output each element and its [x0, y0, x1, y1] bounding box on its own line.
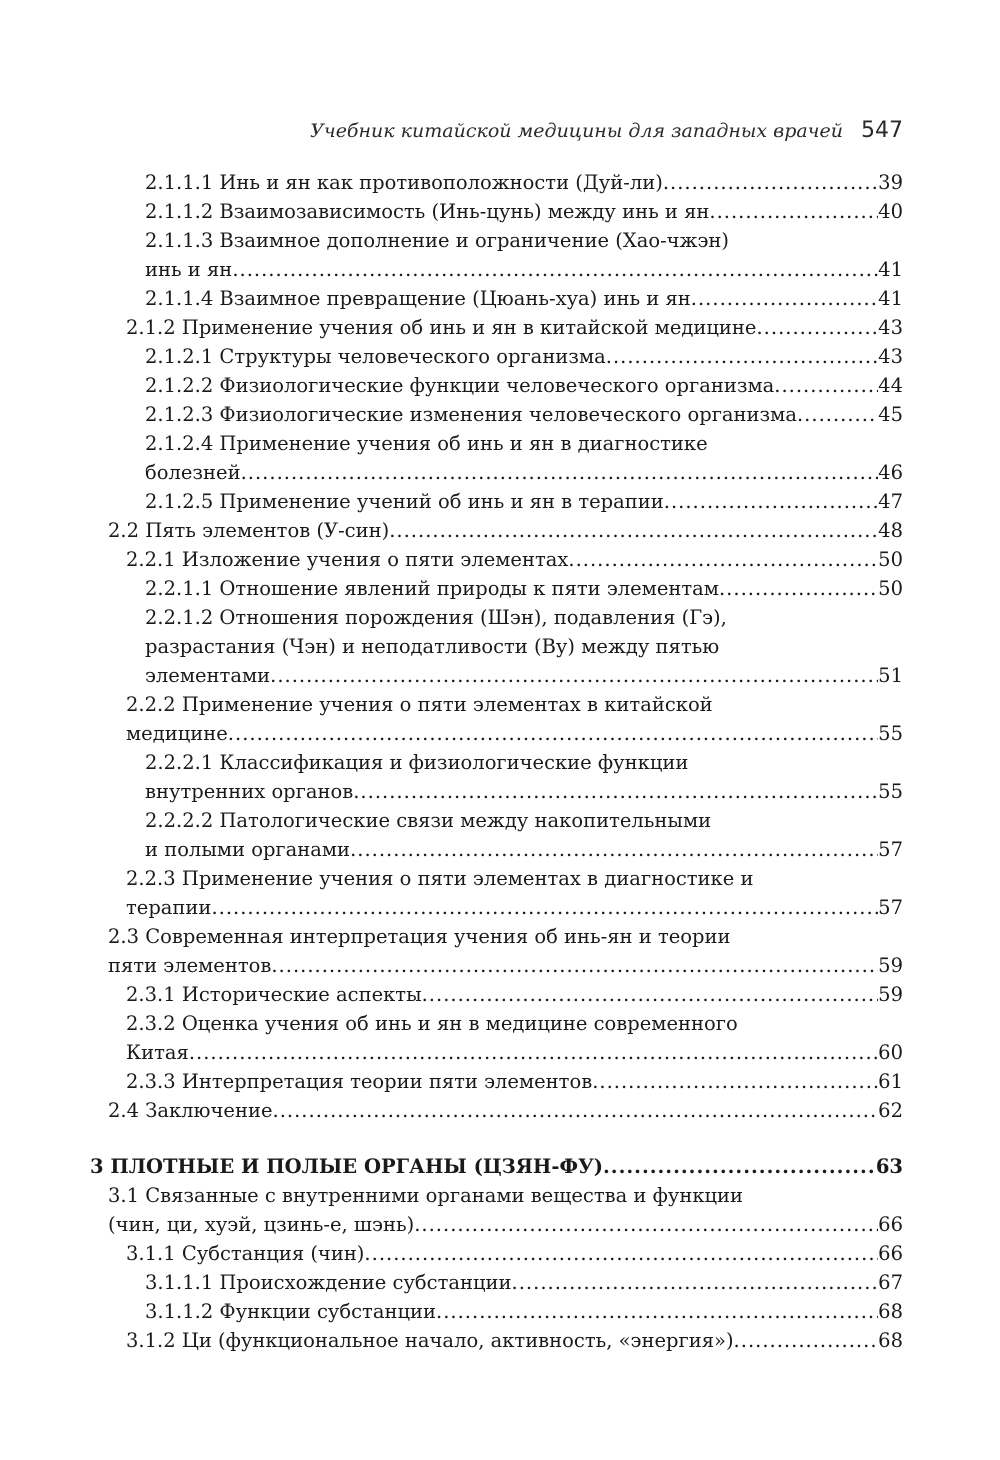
toc-entry[interactable]: 2.3.2 Оценка учения об инь и ян в медицине современного — [126, 1012, 738, 1035]
toc-entry[interactable]: (чин, ци, хуэй, цзинь-е, шэнь) ..... 66 — [108, 1213, 903, 1242]
toc-entry[interactable]: 2.3.1 Исторические аспекты ..... 59 — [126, 983, 903, 1012]
toc-entry[interactable]: 2.1.2.3 Физиологические изменения человеческого организма ..... 45 — [145, 403, 903, 432]
toc-entry[interactable]: элементами ..... 51 — [145, 664, 903, 693]
running-header — [100, 118, 903, 152]
toc-entry[interactable]: 3.1.1.1 Происхождение субстанции ..... 67 — [145, 1271, 903, 1300]
toc-entry[interactable]: 2.2.1 Изложение учения о пяти элементах ..... 50 — [126, 548, 903, 577]
toc-entry[interactable]: 2.1.2.2 Физиологические функции человеческого организма ..... 44 — [145, 374, 903, 403]
toc-entry[interactable]: 3.1 Связанные с внутренними органами вещества и функции — [108, 1184, 744, 1207]
toc-entry[interactable]: пяти элементов ..... 59 — [108, 954, 903, 983]
running-title: Учебник китайской медицины для западных врачей — [310, 120, 843, 142]
toc-entry[interactable]: Китая ..... 60 — [126, 1041, 903, 1070]
toc-entry[interactable]: 2.1.1.2 Взаимозависимость (Инь-цунь) между инь и ян ..... 40 — [145, 200, 903, 229]
toc-entry[interactable]: разрастания (Чэн) и неподатливости (Ву) между пятью — [145, 635, 720, 658]
toc-entry[interactable]: 2.1.1.1 Инь и ян как противоположности (Дуй-ли) ..... 39 — [145, 171, 903, 200]
toc-chapter-entry[interactable]: 3 ПЛОТНЫЕ И ПОЛЫЕ ОРГАНЫ (ЦЗЯН-ФУ) ..... 63 — [90, 1155, 903, 1184]
toc-entry[interactable]: 3.1.1.2 Функции субстанции ..... 68 — [145, 1300, 903, 1329]
toc-entry[interactable]: 3.1.2 Ци (функциональное начало, активность, «энергия») ..... 68 — [126, 1329, 903, 1358]
page-number: 547 — [861, 118, 903, 143]
toc-entry[interactable]: 2.2.2 Применение учения о пяти элементах в китайской — [126, 693, 713, 716]
toc-entry[interactable]: медицине ..... 55 — [126, 722, 903, 751]
toc-entry[interactable]: и полыми органами ..... 57 — [145, 838, 903, 867]
toc-entry[interactable]: инь и ян ..... 41 — [145, 258, 903, 287]
toc-entry[interactable]: 2.1.2.5 Применение учений об инь и ян в терапии ..... 47 — [145, 490, 903, 519]
toc-entry[interactable]: 2.1.2.1 Структуры человеческого организма ..... 43 — [145, 345, 903, 374]
toc-entry[interactable]: 2.1.1.4 Взаимное превращение (Цюань-хуа) инь и ян ..... 41 — [145, 287, 903, 316]
toc-entry[interactable]: 2.3.3 Интерпретация теории пяти элементов ..... 61 — [126, 1070, 903, 1099]
toc-entry[interactable]: 2.2.1.2 Отношения порождения (Шэн), подавления (Гэ), — [145, 606, 727, 629]
toc-entry[interactable]: 2.2.3 Применение учения о пяти элементах в диагностике и — [126, 867, 754, 890]
toc-entry[interactable]: 2.2.2.1 Классификация и физиологические функции — [145, 751, 689, 774]
toc-entry[interactable]: 2.2.1.1 Отношение явлений природы к пяти элементам ..... 50 — [145, 577, 903, 606]
toc-entry[interactable]: 2.1.2 Применение учения об инь и ян в китайской медицине ..... 43 — [126, 316, 903, 345]
toc-entry[interactable]: 2.2.2.2 Патологические связи между накопительными — [145, 809, 712, 832]
toc-entry[interactable]: терапии ..... 57 — [126, 896, 903, 925]
toc-entry[interactable]: 2.1.2.4 Применение учения об инь и ян в диагностике — [145, 432, 708, 455]
toc-entry[interactable]: болезней ..... 46 — [145, 461, 903, 490]
toc-entry[interactable]: 2.2 Пять элементов (У-син) ..... 48 — [108, 519, 903, 548]
toc-entry[interactable]: 3.1.1 Субстанция (чин) ..... 66 — [126, 1242, 903, 1271]
toc-entry[interactable]: 2.3 Современная интерпретация учения об инь-ян и теории — [108, 925, 731, 948]
toc-entry[interactable]: 2.4 Заключение ..... 62 — [108, 1099, 903, 1128]
toc-entry[interactable]: 2.1.1.3 Взаимное дополнение и ограничение (Хао-чжэн) — [145, 229, 730, 252]
toc-entry[interactable]: внутренних органов ..... 55 — [145, 780, 903, 809]
